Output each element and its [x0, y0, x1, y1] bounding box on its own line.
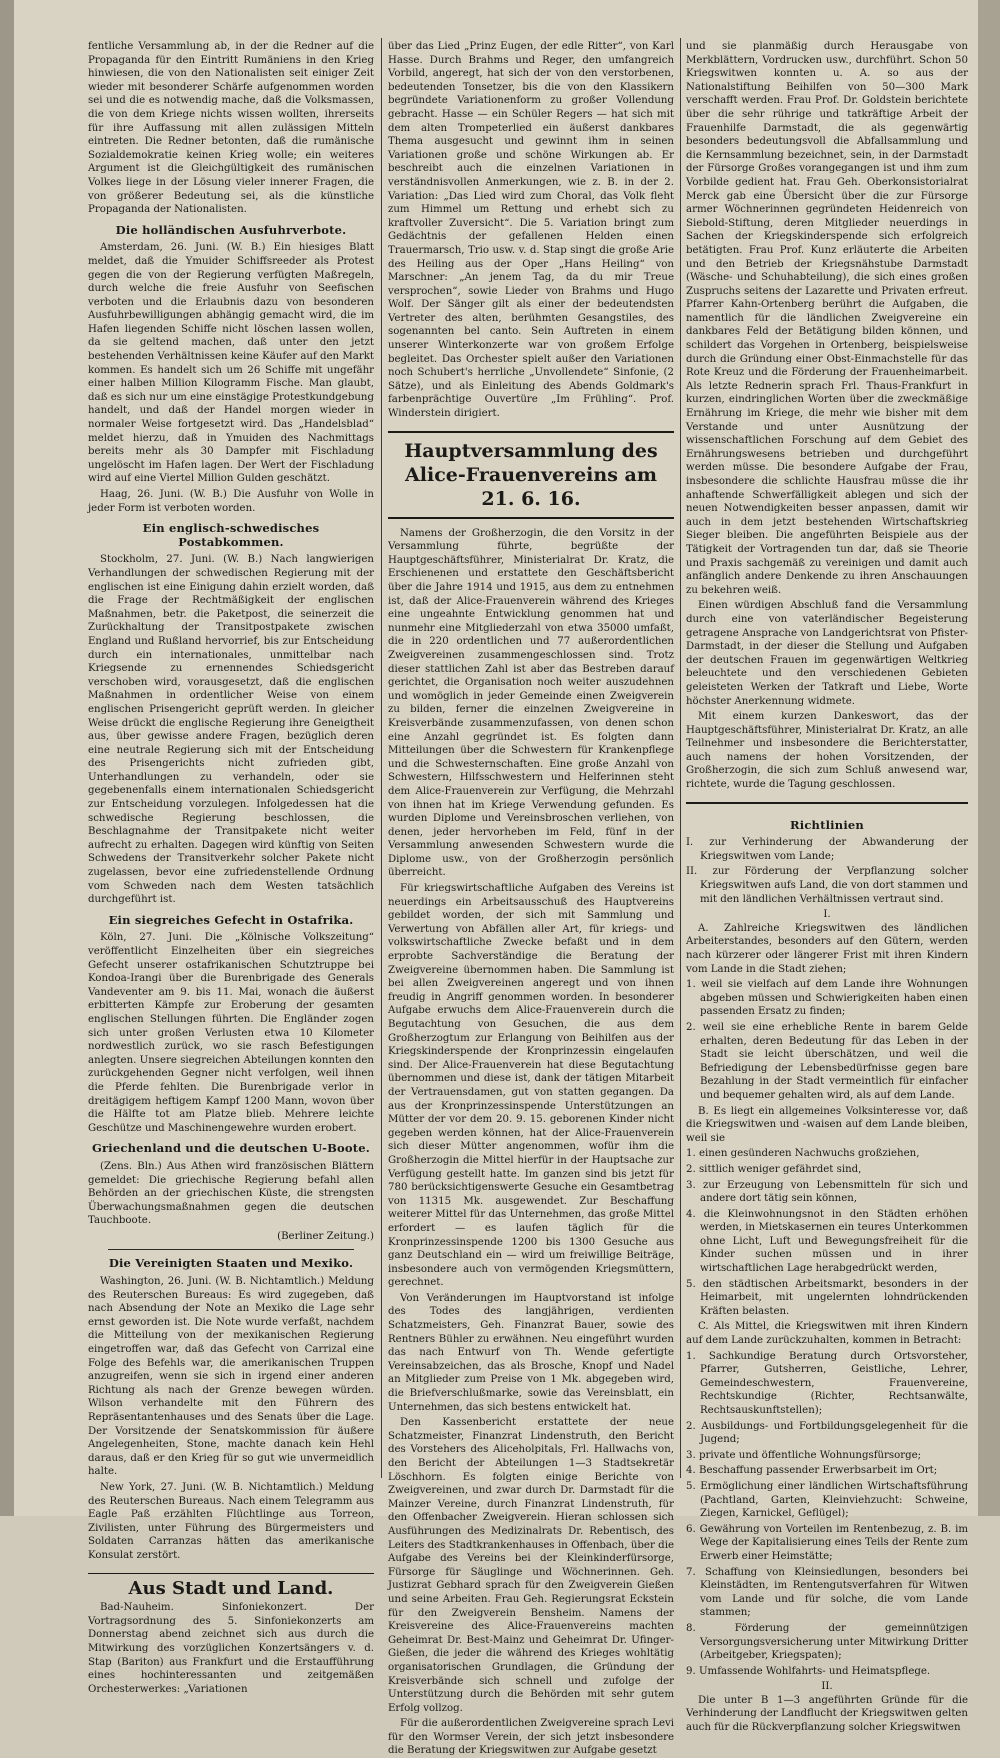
list-item: 2. sittlich weniger gefährdet sind, [686, 1163, 862, 1175]
separator [108, 1249, 354, 1250]
article-text: A. Zahlreiche Kriegswitwen des ländlichen Arbeiterstandes, besonders auf den Gütern, werden nach kürzerer oder längerer Frist mit ihren Kindern vom Lande in die Stadt ziehen; [686, 922, 968, 975]
scan-edge-left [0, 0, 14, 1516]
article-text: Von Veränderungen im Hauptvorstand ist infolge des Todes des langjährigen, verdienten Schatzmeisters, Geh. Finanzrat Bauer, sowie des Rentners Bühler zu erwähnen. Neu eingeführt wurden das nach Entwurf von Th. Wende gefertigte Vereinsabzeichen, das als Brosche, Knopf und Nadel an Mitglieder zum Preise von 1 Mk. abgegeben wird, die Briefverschlußmarke, sowie das Vereinsblatt, ein Unternehmen, das sich bestens entwickelt hat. [388, 1292, 674, 1413]
article-text: Bad-Nauheim. Sinfoniekonzert. Der Vortragsordnung des 5. Sinfoniekonzerts am Donnerstag abend zeichnet sich aus durch die Mitwirkung des vorzüglichen Konzertsängers v. d. Stap (Bariton) aus Frankfurt und die Erstaufführung eines hochinteressanten und zeitgemäßen Orchesterwerkes: „Variationen [88, 1602, 374, 1695]
article-text: Für kriegswirtschaftliche Aufgaben des Vereins ist neuerdings ein Arbeitsausschuß des Hauptvereins gebildet worden, der sich mit Sammlung und Verwertung von Abfällen aller Art, für kriegs- und volkswirtschaftliche Zwecke befaßt und in dem erprobte Sachverständige die Beratung der Zweigvereine übernommen haben. Die Sammlung ist bei allen Zweigvereinen angeregt und von ihnen freudig in Angriff genommen worden. In besonderer Aufgabe erwuchs dem Alice-Frauenverein durch die Begutachtung von Gesuchen, die aus dem Großherzogtum zur Erlangung von Beihilfen aus der Kriegskinderspende der Kronprinzessin eingelaufen sind. Der Alice-Frauenverein hat diese Begutachtung übernommen und diese ist, dank der tätigen Mitarbeit der Vertrauensdamen, gut von statten gegangen. Da aus der Kronprinzessinspende Unterstützungen an Mütter der vor dem 20. 9. 15. geborenen Kinder nicht gegeben werden können, hat der Alice-Frauenverein sich dieser Mütter angenommen, wofür ihm die Großherzogin die Mittel hierfür in der Hauptsache zur Verfügung gestellt hatte. Im ganzen sind bis jetzt für 780 berücksichtigenswerte Gesuche ein Gesamtbetrag von 11315 Mk. ausgewendet. Zur Beschaffung weiterer Mittel für das Unternehmen, das große Mittel erfordert — es laufen täglich für die Kronprinzessinspende 1200 bis 1300 Gesuche aus ganz Deutschland ein — wird um freiwillige Beiträge, insbesondere auch von vermögenden Kriegsmüttern, gerechnet. [388, 883, 674, 1289]
list-item: 6. Gewährung von Vorteilen im Rentenbezug, z. B. im Wege der Kapitalisierung eines Teils der Rente zum Erwerb einer Heimstätte; [686, 1523, 968, 1562]
list-item: 1. weil sie vielfach auf dem Lande ihre Wohnungen abgeben müssen und Schwierigkeiten haben einen passenden Ersatz zu finden; [686, 979, 968, 1018]
headline-alice-frauenverein: Hauptversammlung des Alice-Frauenvereins am 21. 6. 16. [388, 431, 674, 519]
article-text: Amsterdam, 26. Juni. (W. B.) Ein hiesiges Blatt meldet, daß die Ymuider Schiffsreeder als Protest gegen die von der Regierung verfügten Maßregeln, durch welche die freie Ausfuhr von Seefischen verboten und die Erlaubnis dazu von besonderen Ausfuhrbewilligungen abhängig gemacht wird, die im Hafen liegenden Schiffe nicht löschen lassen wollen, da sie geltend machen, daß unter den jetzt bestehenden Verhältnissen keine Käufer auf den Markt kommen. Es handelt sich um 26 Schiffe mit ungefähr einer halben Million Kilogramm Fische. Man glaubt, daß es sich nur um eine einstägige Protestkundgebung handelt, und daß der Handel morgen wieder in normaler Weise fortgesetzt wird. Das „Handelsblad“ meldet hierzu, daß in Ymuiden des Nachmittags bereits mehr als 30 Dampfer mit Fischladung ungelöscht im Hafen lagen. Der Wert der Fischladung wird auf eine Viertel Million Gulden geschätzt. [88, 242, 374, 485]
source-credit: (Berliner Zeitung.) [277, 1230, 374, 1242]
list-item: 5. Ermöglichung einer ländlichen Wirtschaftsführung (Pachtland, Garten, Kleinviehzucht: Schweine, Ziegen, Karnickel, Geflügel); [686, 1480, 968, 1520]
list-item: 1. einen gesünderen Nachwuchs großziehen, [686, 1148, 920, 1160]
roman-numeral: I. [823, 909, 831, 921]
article-text: Für die außerordentlichen Zweigvereine sprach Levi für den Wormser Verein, der sich jetzt insbesondere die Beratung der Kriegswitwen zur Aufgabe gesetzt [388, 1718, 674, 1757]
list-item: 7. Schaffung von Kleinsiedlungen, besonders bei Kleinstädten, im Rentengutsverfahren für Witwen vom Lande und für solche, die vom Lande stammen; [686, 1566, 968, 1619]
column-1 [88, 40, 374, 1695]
article-text: und sie planmäßig durch Herausgabe von Merkblättern, Vordrucken usw., durchführt. Schon 50 Kriegswitwen konnten u. A. so aus der Nationalstiftung Beihilfen von 50—300 Mark verschafft werden. Frau Prof. Dr. Goldstein berichtete über die sehr rührige und tatkräftige Arbeit der Frauenhilfe Darmstadt, die als gegenwärtig besonders bedeutungsvoll die Abfallsammlung und die Kernsammlung bezeichnet, sein, in der Darmstadt der Fürsorge Großes vorangegangen ist und ihm zum Vorbilde gedient hat. Frau Geh. Oberkonsistorialrat Merck gab eine Übersicht über die zur Fürsorge armer Wöchnerinnen gegründeten Heidenreich von Siebold-Stiftung, deren Mitglieder neuerdings in Sachen der Kriegskinderspende sich erfolgreich betätigten. Frau Prof. Kunz erläuterte die Arbeiten und den Betrieb der Kriegsnähstube Darmstadt (Wäsche- und Schuhabteilung), die sich eines großen Zuspruchs seitens der Lazarette und Privaten erfreut. Pfarrer Kahn-Ortenberg berührt die Aufgaben, die namentlich für die ländlichen Zweigvereine ein dankbares Feld der Betätigung bilden können, und schildert das Vorgehen in Ortenberg, beispielsweise durch die Gründung einer Obst-Einmachstelle für das Rote Kreuz und die Förderung der Frauenheimarbeit. Als letzte Rednerin sprach Frl. Thaus-Frankfurt in kurzen, eindringlichen Worten über die zweckmäßige Ernährung im Kriege, die mehr wie bisher mit dem Verstande und unter Ausnützung der wissenschaftlichen Forschung auf dem Gebiet des Ernährungswesens betrieben und durchgeführt werden müsse. Die besondere Aufgabe der Frau, insbesondere die schlichte Hausfrau müsse die ihr anhaftende Schwerfälligkeit ablegen und sich der neuen Notwendigkeiten besser anpassen, damit wir auch in dem jetzt bestehenden Wirtschaftskrieg Sieger bleiben. Die angeführten Beispiele aus der Tätigkeit der Vortragenden tun dar, daß sie Theorie und Praxis sachgemäß zu vereinigen und damit auch anfänglich andere Denkende zu ihren Anschauungen zu bekehren weiß. [686, 41, 968, 596]
article-text: (Zens. Bln.) Aus Athen wird französischen Blättern gemeldet: Die griechische Regierung befahl allen Behörden an der griechischen Küste, die strengsten Überwachungsmaßnahmen gegen die deutschen Tauchboote. [88, 1160, 374, 1227]
list-item: 2. weil sie eine erhebliche Rente in barem Gelde erhalten, deren Bedeutung für das Leben in der Stadt sie leicht überschätzen, und weil die Befriedigung der Lebensbedürfnisse gegen bare Bezahlung in der Stadt vermeintlich für einfacher und bequemer gehalten wird, als auf dem Lande. [686, 1021, 968, 1101]
headline-dutch-export: Die holländischen Ausfuhrverbote. [115, 222, 347, 237]
list-item: 8. Förderung der gemeinnützigen Versorgungsversicherung unter Mitwirkung Dritter (Arbeitgeber, Kriegspaten); [686, 1622, 968, 1662]
roman-numeral: II. [821, 1681, 833, 1693]
guidelines-box [686, 802, 968, 1735]
article-text: New York, 27. Juni. (W. B. Nichtamtlich.) Meldung des Reuterschen Bureaus. Nach einem Telegramm aus Eagle Paß erzählten Flüchtlinge aus Torreon, Zivilisten, unter Führung des Bürgermeisters und Soldaten Carranzas hätten das amerikanische Konsulat zerstört. [88, 1481, 374, 1561]
headline-east-africa: Ein siegreiches Gefecht in Ostafrika. [108, 912, 354, 927]
article-text: Einen würdigen Abschluß fand die Versammlung durch eine von vaterländischer Begeisterung getragene Ansprache von Landgerichtsrat von Pfister-Darmstadt, in der dieser die Stellung und Aufgaben der deutschen Frauen im gegenwärtigen Weltkrieg beleuchtete und den verschiedenen Gebieten geleisteten Werken der Tatkraft und Liebe, Worte höchster Anerkennung widmete. [686, 600, 968, 707]
list-item: II. zur Förderung der Verpflanzung solcher Kriegswitwen aufs Land, die von dort stammen und mit den ländlichen Verhältnissen vertraut sind. [686, 866, 968, 905]
article-text: B. Es liegt ein allgemeines Volksinteresse vor, daß die Kriegswitwen und -waisen auf dem Lande bleiben, weil sie [686, 1105, 968, 1144]
article-text: über das Lied „Prinz Eugen, der edle Ritter“, von Karl Hasse. Durch Brahms und Reger, den umfangreich Vorbild, angeregt, hat sich der von den verstorbenen, bedeutenden Tonsetzer, bis die von den Klassikern begründete Variationenform zu großer Vollendung gebracht. Hasse — ein Schüler Regers — hat sich mit dem alten Trompeterlied ein äußerst dankbares Thema ausgesucht und gewinnt ihm in seinen Variationen große und schöne Wirkungen ab. Er beschreibt auch die einzelnen Variationen in verständnisvollen Anmerkungen, wie z. B. in der 2. Variation: „Das Lied wird zum Choral, das Volk fleht zum Himmel um Rettung und erhebt sich zu kraftvoller Zuversicht“. Die 5. Variation bringt zum Gedächtnis der gefallenen Helden einen Trauermarsch, Trio usw. v. d. Stap singt die große Arie des Heiling aus der Oper „Hans Heiling“ von Marschner: „An jenem Tag, da du mir Treue versprochen“, sowie Lieder von Brahms und Hugo Wolf. Der Sänger gilt als einer der bedeutendsten Vertreter des alten, berühmten Gesangstiles, des sogenannten bel canto. Sein Auftreten in einem unserer Winterkonzerte war von großem Erfolge begleitet. Das Orchester spielt außer den Variationen noch Schubert's herrliche „Unvollendete“ Sinfonie, (2 Sätze), und als Einleitung des Abends Goldmark's farbenprächtige Ouvertüre „Im Frühling“. Prof. Winderstein dirigiert. [388, 41, 674, 420]
section-title-local: Aus Stadt und Land. [88, 1573, 374, 1596]
article-text: Haag, 26. Juni. (W. B.) Die Ausfuhr von Wolle in jeder Form ist verboten worden. [88, 489, 374, 514]
list-item: 9. Umfassende Wohlfahrts- und Heimatspflege. [686, 1665, 931, 1677]
article-text: Mit einem kurzen Dankeswort, das der Hauptgeschäftsführer, Ministerialrat Dr. Kratz, an alle Teilnehmer und insbesondere die Berichterstatter, auch namens der hohen Vorsitzenden, der Großherzogin, die sich zum Schluß anwesend war, richtete, wurde die Tagung geschlossen. [686, 711, 968, 791]
list-item: I. zur Verhinderung der Abwanderung der Kriegswitwen vom Lande; [686, 837, 968, 862]
article-text: Den Kassenbericht erstattete der neue Schatzmeister, Finanzrat Lindenstruth, den Bericht des Vorstehers des Aliceholpitals, Frl. Hallwachs von, den Bericht der Abteilungen 1—3 Stadtsekretär Löschhorn. Es folgten einige Berichte von Zweigvereinen, und zwar durch Dr. Darmstadt für die Mainzer Vereine, durch Finanzrat Lindenstruth, für den Offenbacher Zweigverein. Hieran schlossen sich Ausführungen des Medizinalrats Dr. Rebentisch, des Leiters des Stadtkrankenhauses in Offenbach, über die Aufgabe des Vereins bei der Kleinkinderfürsorge, Fürsorge für Säuglinge und Wöchnerinnen. Geh. Justizrat Gebhard sprach für den Zweigverein Gießen und seine Arbeiten. Frau Geh. Regierungsrat Eckstein für den Zweigverein Bensheim. Namens der Kreisvereine des Alice-Frauenvereins machten Geheimrat Dr. Best-Mainz und Geheimrat Dr. Ufinger-Gießen, die jeder die während des Krieges wohltätig organisatorischen Grundlagen, die Gründung der Kreisverbände sich schnell und zufolge der Unterstützung durch die Behörden mit sehr gutem Erfolg vollzog. [388, 1417, 674, 1714]
headline-postal-agreement: Ein englisch-schwedisches Postabkommen. [142, 521, 320, 549]
list-item: 1. Sachkundige Beratung durch Ortsvorsteher, Pfarrer, Gutsherren, Geistliche, Lehrer, Gemeindeschwestern, Frauenvereine, Rechtskundige (Richter, Rechtsanwälte, Rechtsauskunftstellen); [686, 1350, 968, 1416]
list-item: 3. zur Erzeugung von Lebensmitteln für sich und andere dort tätig sein können, [686, 1179, 968, 1205]
list-item: 4. Beschaffung passender Erwerbsarbeit im Ort; [686, 1465, 938, 1477]
list-item: 3. private und öffentliche Wohnungsfürsorge; [686, 1449, 922, 1461]
headline-richtlinien: Richtlinien [790, 817, 864, 832]
article-text: C. Als Mittel, die Kriegswitwen mit ihren Kindern auf dem Lande zurückzuhalten, kommen in Betracht: [686, 1321, 968, 1347]
article-text: Stockholm, 27. Juni. (W. B.) Nach langwierigen Verhandlungen der schwedischen Regierung mit der englischen ist eine Einigung dahin erzielt worden, daß die Frage der Rechtmäßigkeit der englischen Maßnahmen, betr. die Paketpost, die seinerzeit die Zurückhaltung der Transitpostpakete zwischen England und Rußland hervorrief, bis zur Entscheidung durch ein internationales, unmittelbar nach Kriegsende zu ernennendes Schiedsgericht verschoben wird, vorausgesetzt, daß die englischen Maßnahmen in ordentlicher Weise von einem englischen Prisengericht geprüft werden. In gleicher Weise drückt die englische Regierung ihre Geneigtheit aus, über gewisse andere Fragen, bezüglich deren eine neutrale Regierung sich mit der Entscheidung des Prisengerichts nicht zufrieden gibt, Unterhandlungen zu verhandeln, oder sie gegebenenfalls einem internationalen Schiedsgericht zur Entscheidung vorzulegen. Infolgedessen hat die schwedische Regierung beschlossen, die Beschlagnahme der Transitpakete nicht weiter aufrecht zu erhalten. Dagegen wird künftig von Seiten Schwedens der Transitverkehr solcher Pakete nicht zugelassen, bevor eine zufriedenstellende Ordnung vom Schweden nach dem Westen tatsächlich durchgeführt ist. [88, 554, 374, 906]
article-text: Washington, 26. Juni. (W. B. Nichtamtlich.) Meldung des Reuterschen Bureaus: Es wird zugegeben, daß nach Absendung der Note an Mexiko die Lage sehr ernst geworden ist. Die Note wurde verfaßt, nachdem die Mitteilung von der mexikanischen Regierung eingetroffen war, daß das Gefecht von Carrizal eine Folge des Befehls war, die amerikanischen Truppen anzugreifen, wenn sie sich in irgend einer anderen Richtung als nach der Grenze bewegen würden. Wilson verhandelte mit den Führern des Repräsentantenhauses und des Senats über die Lage. Der Vorsitzende der Senatskommission für äußere Angelegenheiten, Stone, machte danach kein Hehl daraus, daß er den Krieg für so gut wie unvermeidlich halte. [88, 1276, 374, 1478]
article-text: fentliche Versammlung ab, in der die Redner auf die Propaganda für den Eintritt Rumäniens in den Krieg hinwiesen, die von den Nationalisten seit einiger Zeit wieder mit besonderer Schärfe aufgenommen worden sei und die es notwendig mache, daß die Volksmassen, die von dem Kriege nichts wissen wollten, ihrerseits für ihre Auffassung mit allen zulässigen Mitteln eintreten. Die Redner betonten, daß die rumänische Sozialdemokratie keinen Krieg wolle; ein weiteres Argument ist die Gleichgültigkeit des rumänischen Volkes liege in der Lösung vieler innerer Fragen, die von größerer Bedeutung sei, als die künstliche Propaganda der Nationalisten. [88, 41, 374, 216]
list-item: 2. Ausbildungs- und Fortbildungsgelegenheit für die Jugend; [686, 1420, 968, 1446]
column-2 [388, 40, 674, 1757]
headline-greece-uboats: Griechenland und die deutschen U-Boote. [92, 1141, 370, 1156]
column-rule-1 [381, 38, 382, 1478]
list-item: 4. die Kleinwohnungsnot in den Städten erhöhen werden, in Mietskasernen ein teures Unterkommen ohne Licht, Luft und Bewegungsfreiheit für die Kinder suchen müssen und in ihrer wirtschaftlichen Lage herabgedrückt werden, [686, 1208, 968, 1275]
column-3 [686, 40, 968, 1734]
article-text: Köln, 27. Juni. Die „Kölnische Volkszeitung“ veröffentlicht Einzelheiten über ein siegreiches Gefecht unserer ostafrikanischen Schutztruppe bei Kondoa-Irangi über die Burenbrigade des Generals Vandeventer am 9. bis 11. Mai, wonach die äußerst erbitterten Kämpfe zur Eroberung der gesamten englischen Stellungen führten. Die Engländer zogen sich unter großen Verlusten etwa 10 Kilometer nordwestlich zurück, wo sie rasch Befestigungen anlegten. Unsere siegreichen Abteilungen konnten den zurückgehenden Gegner nicht verfolgen, weil ihnen die Pferde fehlten. Die Burenbrigade verlor in dreitägigem heftigem Kampf 1200 Mann, wovon über die Hälfte tot am Platze blieb. Mehrere leichte Geschütze und Maschinengewehre wurden erobert. [88, 932, 374, 1134]
column-rule-2 [680, 38, 681, 1478]
article-text: Die unter B 1—3 angeführten Gründe für die Verhinderung der Landflucht der Kriegswitwen gelten auch für die Rückverpflanzung solcher Kriegswitwen [686, 1694, 968, 1734]
article-text: Namens der Großherzogin, die den Vorsitz in der Versammlung führte, begrüßte der Hauptgeschäftsführer, Ministerialrat Dr. Kratz, die Erschienenen und erstattete den Geschäftsbericht über die Jahre 1914 und 1915, aus dem zu entnehmen ist, daß der Alice-Frauenverein während des Krieges eine ungeahnte Entwicklung genommen hat und nunmehr eine Mitgliederzahl von etwa 35000 umfaßt, die in 220 ordentlichen und 77 außerordentlichen Zweigvereinen zusammengeschlossen sind. Trotz dieser stattlichen Zahl ist aber das Bestreben darauf gerichtet, die Organisation noch weiter auszudehnen und womöglich in jeder Gemeinde einen Zweigverein zu bilden, ferner die einzelnen Zweigvereine in Kreisverbände zusammenzufassen, von denen schon eine Anzahl gegründet ist. Es folgten dann Mitteilungen über die Schwestern für Krankenpflege und die Schwesternschaften. Eine große Anzahl von Schwestern, Hilfsschwestern und Helferinnen steht dem Alice-Frauenverein zur Verfügung, die Mehrzahl von ihnen hat im Kriege Verwendung gefunden. Es wurden Diplome und Vereinsbroschen verliehen, von denen, jeder hervorheben im Feld, fünf in der Versammlung anwesenden Schwestern wurde die Diplome usw., von der Großherzogin persönlich überreicht. [388, 527, 674, 879]
list-item: 5. den städtischen Arbeitsmarkt, besonders in der Heimarbeit, mit ungelernten lohndrückenden Kräften belasten. [686, 1278, 968, 1317]
scan-edge-right [978, 0, 1000, 1516]
headline-usa-mexico: Die Vereinigten Staaten und Mexiko. [108, 1256, 354, 1271]
